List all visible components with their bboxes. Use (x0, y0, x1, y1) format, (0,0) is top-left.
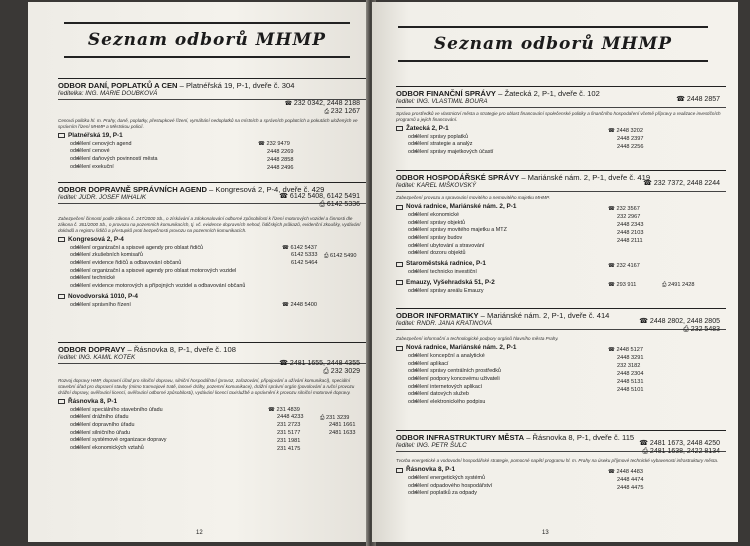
dept-name: ODBOR DANÍ, POPLATKŮ A CEN (58, 81, 178, 90)
unit-phone: 2448 2269 (267, 148, 294, 155)
dept-financni-spravy (396, 86, 726, 157)
dept-dani (58, 78, 366, 172)
phone-icon: ☎ (608, 263, 617, 270)
dept-description: Zabezpečení činnosti podle zákona č. 247/2000 Sb., o získávání a zdokonalování odborné způsobilosti k řízení motorových vozidel a činnosti dle zákona č. 361/2000 Sb., o provozu na pozemních komunikacích, tj. vč. evidence dopravních nehod, řidičských průkazů, evidenční zkoušky, vydávání dokladů a registru řidičů a přestupků proti bezpečnosti provozu na pozemních komunikacích. (58, 216, 361, 233)
unit-phone: 2448 2343 (617, 221, 644, 228)
dept-description: Zabezpečení provozu a spravování movitého a nemovitého majetku MHMP. (396, 195, 550, 201)
dept-name: ODBOR INFORMATIKY (396, 311, 479, 320)
unit: • oddělení správy poplatků (408, 134, 726, 142)
unit: • oddělení daňových povinností města (70, 156, 366, 164)
unit: • oddělení správy movitého majetku a MTZ (408, 227, 726, 235)
building-icon (396, 280, 403, 285)
phone-icon: ☎ (284, 101, 294, 107)
building-icon (396, 205, 403, 210)
fax-icon: ⎙ (683, 326, 691, 334)
unit-phone: 231 1981 (277, 438, 301, 445)
unit: • oddělení aplikací (408, 361, 726, 369)
unit-phone: 2448 5131 (617, 378, 644, 385)
fax-icon: ⎙ (320, 414, 327, 421)
dept-chief: ředitel: ING. PETR ŠULC (396, 442, 726, 452)
phone-icon: ☎ (279, 193, 290, 200)
unit-phone: 231 4175 (277, 446, 301, 453)
dept-name: ODBOR HOSPODÁŘSKÉ SPRÁVY (396, 173, 520, 182)
phone-icon: ☎ (282, 301, 291, 308)
dept-rule (396, 308, 726, 309)
dept-description: Správa prostředků ve vlastnictví města a strategie pro oblast financování společenské politiky a finančního hospodaření včetně přípravy a realizace investičních programů a jejich financování. (396, 111, 721, 123)
building-icon (396, 346, 403, 351)
fax-icon: ⎙ (319, 201, 327, 209)
dept-description: Cenová politika hl. m. Prahy, daně, poplatky, přestupkové řízení, vymáhání nedoplatků na místních a správních poplatcích a pokutách uložených ve správním řízení MHMP a Městskou policií. (58, 118, 358, 130)
dept-rule (58, 182, 366, 183)
unit: • oddělení ekonomických vztahů (70, 445, 366, 453)
dept-address: – Řásnovka 8, P-1, dveře č. 115 (524, 433, 635, 442)
phone-icon: ☎ (279, 360, 290, 367)
dept-name: ODBOR DOPRAVY (58, 345, 126, 354)
phone-icon: ☎ (258, 140, 267, 147)
unit-phone: 2448 3202 (616, 127, 643, 134)
dept-address: – Mariánské nám. 2, P-1, dveře č. 414 (478, 311, 610, 320)
unit: • oddělení speciálního stavebního úřadu (70, 407, 366, 415)
unit-phone: 231 4839 (276, 406, 300, 413)
location: Nová radnice, Mariánské nám. 2, P-1 (406, 344, 517, 352)
dept-name: ODBOR FINANČNÍ SPRÁVY (396, 89, 496, 98)
phone-icon: ☎ (608, 469, 617, 476)
right-page-title: Seznam odborů MHMP (433, 34, 673, 54)
unit: • oddělení správního řízení (70, 302, 366, 310)
phone-icon: ☎ (643, 180, 654, 187)
dept-address: – Kongresová 2, P-4, dveře č. 429 (206, 185, 325, 194)
building-icon (58, 294, 65, 299)
unit: • oddělení energetických systémů (408, 475, 726, 483)
location: Novodvorská 1010, P-4 (68, 292, 138, 300)
unit: • oddělení cenových agend (70, 141, 366, 149)
unit: • oddělení správy budov (408, 235, 726, 243)
phone-icon: ☎ (676, 96, 687, 103)
unit-phone: 2448 5101 (617, 386, 644, 393)
phone-icon: ☎ (608, 347, 617, 354)
unit-phone: 2448 5127 (616, 347, 643, 354)
fax-number: 232 1267 (330, 108, 360, 116)
dept-address: – Žatecká 2, P-1, dveře č. 102 (496, 89, 600, 98)
unit: • oddělení ekonomické (408, 212, 726, 220)
phone-icon: ☎ (608, 206, 617, 213)
dept-chief: ředitel: ING. KAMIL KOTEK (58, 354, 366, 364)
dept-description: Rozvoj dopravy HMP, dopravní úřad pro silniční dopravu, silniční hospodářství (provoz, zařazování, připojování a užívání komunikací), speciální stavební úřad pro dopravní stavby (mimo tramvajové tratě, lanové dráhy, pozemní komunikace), drážní správní orgán (povolování a ruční provozu drážní dopravy, ověřování licencí, ověřování odborné způsobilosti), vydávání licencí taxislužbě a oprávnění k provozu silniční motorové dopravy. (58, 378, 355, 395)
phone-icon: ☎ (282, 244, 291, 251)
location: Řásnovka 8, P-1 (406, 466, 456, 474)
unit: • oddělení systémové organizace dopravy (70, 437, 366, 445)
building-icon (396, 468, 403, 473)
unit-phone: 2448 4475 (617, 484, 644, 491)
unit-fax: 231 3239 (326, 414, 350, 421)
phone-icon: ☎ (639, 318, 650, 325)
dept-address: – Mariánské nám. 2, P-1, dveře č. 419 (519, 173, 651, 182)
dept-rule (58, 342, 366, 343)
dept-description: Tvorba energetické a vodovodní hospodářské strategie, pomocné napětí programu hl. m. Prahy na úseku příjmové technické vybavenosti infrastruktury města. (396, 458, 719, 464)
unit-phone: 2448 2397 (617, 135, 644, 142)
location: Žatecká 2, P-1 (406, 124, 449, 132)
fax-number: 6142 5336 (326, 201, 360, 209)
left-page-title: Seznam odborů MHMP (87, 30, 327, 50)
unit: • oddělení správy centrálních prostředků (408, 368, 726, 376)
unit-phone: 6142 5333 (291, 252, 318, 259)
unit: • oddělení exekuční (70, 164, 366, 172)
building-icon (396, 126, 403, 131)
location: Staroměstská radnice, P-1 (406, 260, 486, 268)
unit-phone: 231 2723 (277, 422, 301, 429)
left-page-title-box (64, 22, 350, 58)
dept-rule (396, 430, 726, 431)
phone-number: 2481 1655, 2448 4355 (289, 360, 360, 367)
unit-phone: 2448 2111 (617, 237, 643, 244)
location: Emauzy, Vyšehradská 51, P-2 (406, 278, 495, 286)
unit-phone: 2448 5400 (290, 301, 317, 308)
unit: • oddělení správy areálu Emauzy (408, 288, 726, 296)
unit-phone: 2448 2858 (267, 156, 294, 163)
location: Platnéřská 19, P-1 (68, 131, 123, 139)
dept-informatiky (396, 308, 726, 407)
dept-chief: ředitel: ING. VLASTIMIL BOURA (396, 98, 726, 108)
unit-phone: 232 9479 (266, 140, 290, 147)
unit: • oddělení evidence motorových a přípojných vozidel a odbavování občanů (70, 283, 366, 291)
dept-dopravne-spravnich-agend (58, 182, 366, 309)
unit-fax: 2481 1633 (329, 430, 356, 437)
unit: • oddělení internetových aplikací (408, 384, 726, 392)
unit: • oddělení cenové (70, 148, 366, 156)
phone-icon: ☎ (608, 281, 617, 288)
unit-phone: 2448 4483 (616, 469, 643, 476)
fax-number: 232 5483 (690, 326, 720, 334)
right-page (372, 2, 738, 542)
location: Nová radnice, Mariánské nám. 2, P-1 (406, 203, 517, 211)
unit-phone: 293 911 (616, 281, 637, 288)
unit-fax: 6142 5490 (330, 252, 357, 259)
unit-fax: 2481 1661 (329, 422, 356, 429)
unit-phone: 232 3567 (616, 206, 640, 213)
building-icon (58, 237, 65, 242)
phone-number: 232 7372, 2448 2244 (653, 180, 720, 187)
unit-phone: 2448 2103 (617, 229, 644, 236)
page-number: 13 (542, 530, 549, 536)
phone-icon: ☎ (608, 127, 617, 134)
unit: • oddělení technicko investiční (408, 269, 726, 277)
left-page (28, 2, 370, 542)
unit: • oddělení správy majetkových účastí (408, 149, 726, 157)
unit-phone: 232 3182 (617, 362, 641, 369)
unit-phone: 2448 4474 (617, 477, 644, 484)
phone-icon: ☎ (639, 440, 650, 447)
unit: • oddělení odpadového hospodářství (408, 483, 726, 491)
fax-icon: ⎙ (662, 281, 669, 288)
building-icon (58, 399, 65, 404)
dept-description: Zabezpečení informační a technologické podpory orgánů hlavního města Prahy. (396, 336, 559, 342)
fax-icon: ⎙ (324, 109, 331, 116)
location: Řásnovka 8, P-1 (68, 397, 118, 405)
dept-dopravy (58, 342, 366, 453)
dept-chief: ředitel: RNDR. JANA KRATINOVÁ (396, 320, 726, 330)
phone-number: 232 0342, 2448 2188 (293, 100, 360, 107)
unit-phone: 2448 2304 (617, 370, 644, 377)
unit: • oddělení technické (70, 275, 366, 283)
unit: • oddělení datových služeb (408, 391, 726, 399)
unit: • oddělení dozoru objektů (408, 250, 726, 258)
unit: • oddělení poplatků za odpady (408, 490, 726, 498)
unit: • oddělení zkušebních komisařů (70, 252, 366, 260)
unit: • oddělení evidence řidičů a odbavování občanů (70, 260, 366, 268)
building-icon (396, 262, 403, 267)
unit-phone: 2448 4233 (277, 414, 304, 421)
unit-phone: 2448 3291 (617, 355, 644, 362)
building-icon (58, 133, 65, 138)
unit: • oddělení ubytování a stravování (408, 243, 726, 251)
phone-number: 2448 2802, 2448 2805 (649, 318, 720, 325)
phone-number: 2448 2857 (686, 96, 720, 103)
dept-infrastruktury-mesta (396, 430, 726, 498)
unit: • oddělení silničního úřadu (70, 430, 366, 438)
unit-fax: 2491 2428 (668, 281, 695, 288)
unit-phone: 6142 5464 (291, 260, 318, 267)
unit: • oddělení správy objektů (408, 220, 726, 228)
dept-name: ODBOR DOPRAVNĚ SPRÁVNÍCH AGEND (58, 185, 207, 194)
unit: • oddělení dopravního úřadu (70, 422, 366, 430)
dept-rule (396, 86, 726, 87)
unit: • oddělení elektronického podpisu (408, 399, 726, 407)
dept-chief: ředitel: KAREL MIŠKOVSKÝ (396, 182, 726, 192)
fax-icon: ⎙ (642, 448, 650, 456)
dept-chief: ředitel: JUDR. JOSEF MIHALIK (58, 194, 366, 204)
phone-number: 6142 5408, 6142 5491 (289, 193, 360, 200)
dept-address: – Řásnovka 8, P-1, dveře č. 108 (125, 345, 236, 354)
dept-rule (396, 170, 726, 171)
unit-phone: 2448 2496 (267, 164, 294, 171)
dept-rule (58, 78, 366, 79)
dept-chief: ředitelka: ING. MARIE DOUBKOVÁ (58, 90, 366, 100)
unit: • oddělení organizační a spisové agendy pro oblast motorových vozidel (70, 268, 366, 276)
unit: • oddělení strategie a analýz (408, 141, 726, 149)
fax-icon: ⎙ (323, 368, 331, 376)
unit: • oddělení drážního úřadu (70, 414, 366, 422)
unit-phone: 231 5177 (277, 430, 301, 437)
unit-phone: 232 2967 (617, 214, 641, 221)
unit: • oddělení podpory koncovému uživateli (408, 376, 726, 384)
dept-hospodarske-spravy (396, 170, 726, 295)
unit: • oddělení koncepční a analytické (408, 353, 726, 361)
unit-phone: 2448 2256 (617, 143, 644, 150)
fax-icon: ⎙ (324, 252, 331, 259)
page-number: 12 (196, 530, 203, 536)
dept-address: – Platnéřská 19, P-1, dveře č. 304 (177, 81, 295, 90)
dept-name: ODBOR INFRASTRUKTURY MĚSTA (396, 433, 525, 442)
unit-phone: 232 4167 (616, 263, 640, 270)
right-page-title-box (398, 26, 708, 62)
phone-icon: ☎ (268, 406, 277, 413)
fax-number: 2481 1638, 2422 8134 (649, 448, 720, 456)
unit-phone: 6142 5437 (290, 244, 317, 251)
unit: • oddělení organizační a spisové agendy pro oblast řidičů (70, 245, 366, 253)
fax-number: 232 3029 (330, 368, 360, 376)
location: Kongresová 2, P-4 (68, 235, 124, 243)
phone-number: 2481 1673, 2448 4250 (649, 440, 720, 447)
